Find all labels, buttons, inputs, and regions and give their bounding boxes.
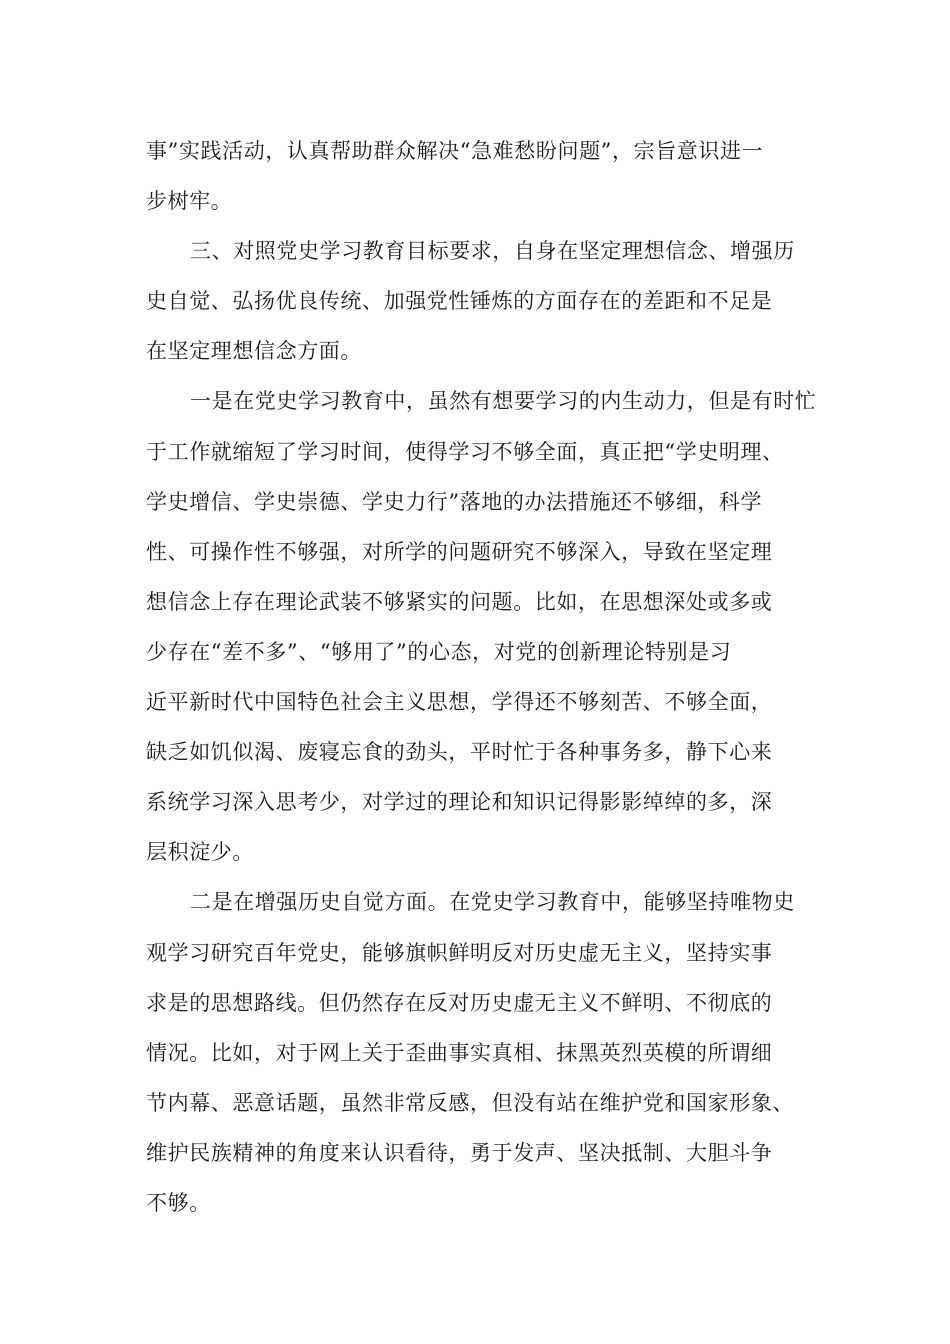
text-line: 近平新时代中国特色社会主义思想，学得还不够刻苦、不够全面， xyxy=(146,690,773,715)
text-line: 情况。比如，对于网上关于歪曲事实真相、抹黑英烈英模的所谓细 xyxy=(146,1040,773,1065)
paragraph-4 xyxy=(146,877,814,1228)
text-line: 性、可操作性不够强，对所学的问题研究不够深入，导致在坚定理 xyxy=(146,539,773,564)
text-line: 节内幕、恶意话题，虽然非常反感，但没有站在维护党和国家形象、 xyxy=(146,1090,794,1115)
paragraph-3 xyxy=(146,376,817,877)
text-line: 步树牢。 xyxy=(146,189,233,214)
text-line: 少存在“差不多”、“够用了”的心态，对党的创新理论特别是习 xyxy=(146,639,732,664)
text-line: 学史增信、学史崇德、学史力行”落地的办法措施还不够细，科学 xyxy=(146,489,763,514)
paragraph-1 xyxy=(146,126,814,226)
text-line: 三、对照党史学习教育目标要求，自身在坚定理想信念、增强历 xyxy=(190,239,795,264)
text-line: 缺乏如饥似渴、废寝忘食的劲头，平时忙于各种事务多，静下心来 xyxy=(146,740,773,765)
text-line: 不够。 xyxy=(146,1190,211,1215)
text-line: 维护民族精神的角度来认识看待，勇于发声、坚决抵制、大胆斗争 xyxy=(146,1140,773,1165)
text-line: 在坚定理想信念方面。 xyxy=(146,339,362,364)
text-line: 二是在增强历史自觉方面。在党史学习教育中，能够坚持唯物史 xyxy=(190,890,795,915)
text-line: 史自觉、弘扬优良传统、加强党性锤炼的方面存在的差距和不足是 xyxy=(146,289,773,314)
text-line: 一是在党史学习教育中，虽然有想要学习的内生动力，但是有时忙 xyxy=(190,389,817,414)
document-body xyxy=(146,126,817,1228)
text-line: 层积淀少。 xyxy=(146,840,254,865)
text-line: 求是的思想路线。但仍然存在反对历史虚无主义不鲜明、不彻底的 xyxy=(146,990,773,1015)
text-line: 于工作就缩短了学习时间，使得学习不够全面，真正把“学史明理、 xyxy=(146,439,784,464)
text-line: 观学习研究百年党史，能够旗帜鲜明反对历史虚无主义，坚持实事 xyxy=(146,940,773,965)
paragraph-2 xyxy=(146,226,814,376)
text-line: 事”实践活动，认真帮助群众解决“急难愁盼问题”，宗旨意识进一 xyxy=(146,139,764,163)
text-line: 想信念上存在理论武装不够紧实的问题。比如，在思想深处或多或 xyxy=(146,589,773,614)
text-line: 系统学习深入思考少，对学过的理论和知识记得影影绰绰的多，深 xyxy=(146,790,773,815)
